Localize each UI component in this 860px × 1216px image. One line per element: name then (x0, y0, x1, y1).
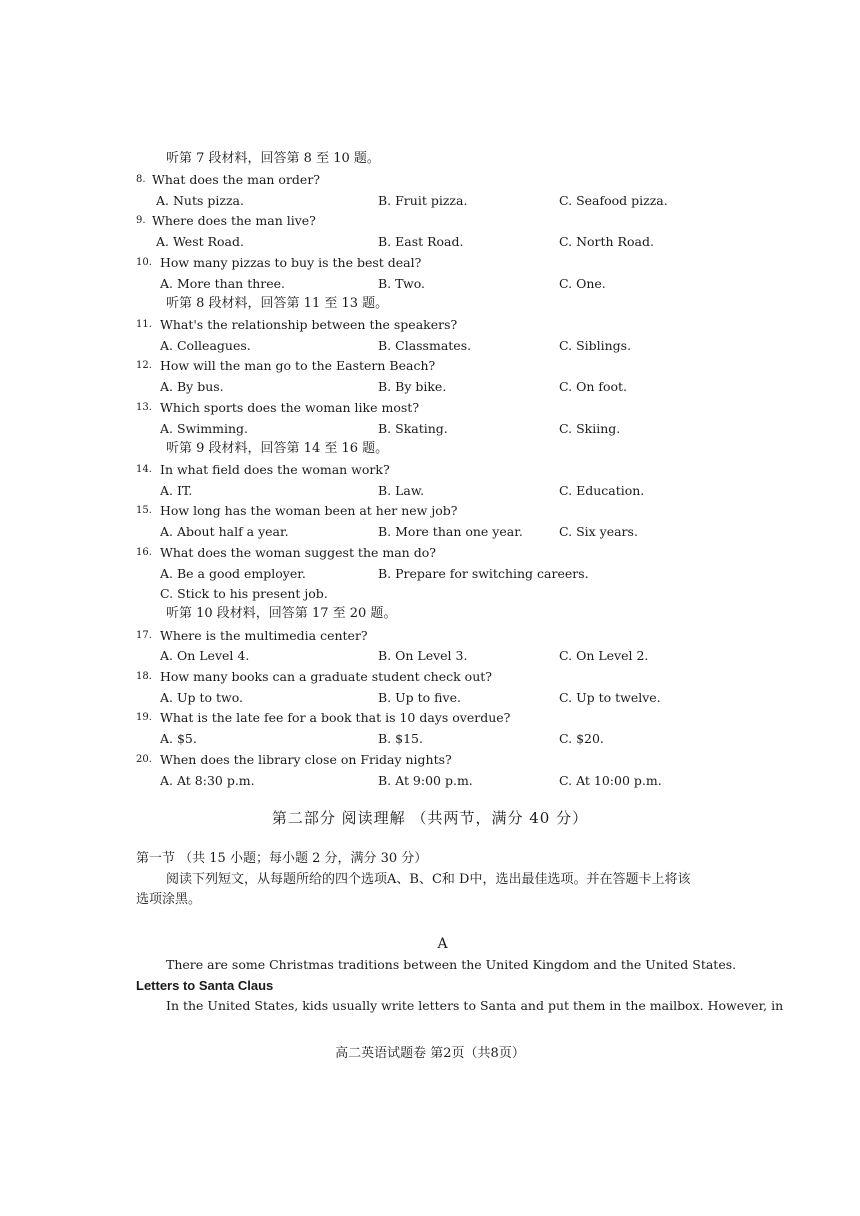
option-b: B. At 9:00 p.m. (378, 773, 473, 788)
option-c: C. Skiing. (559, 421, 621, 436)
question-number: 18. (136, 671, 152, 682)
question-text: What is the late fee for a book that is 10 days overdue? (160, 710, 511, 725)
section-heading: 第一节 （共 15 小题；每小题 2 分，满分 30 分） (136, 851, 428, 866)
option-a: A. About half a year. (160, 524, 289, 539)
passage-body: In the United States, kids usually write letters to Santa and put them in the mailbox. However, in (166, 998, 784, 1013)
option-a: A. Colleagues. (160, 338, 251, 353)
option-c: C. North Road. (559, 234, 654, 249)
option-b: B. Skating. (378, 421, 448, 436)
listening-instruction: 听第 8 段材料，回答第 11 至 13 题。 (166, 296, 389, 311)
question-text: How many books can a graduate student check out? (160, 669, 492, 684)
part-title: 第二部分 阅读理解 （共两节，满分 40 分） (271, 809, 589, 827)
question-text: How many pizzas to buy is the best deal? (160, 255, 422, 270)
option-c: C. Six years. (559, 524, 638, 539)
question-number: 15. (136, 505, 152, 516)
question-number: 9. (136, 215, 146, 226)
option-a: A. Be a good employer. (160, 566, 306, 581)
question-text: When does the library close on Friday nights? (160, 752, 452, 767)
option-a: A. West Road. (156, 234, 244, 249)
option-c: C. One. (559, 276, 606, 291)
option-a: A. On Level 4. (160, 648, 250, 663)
question-number: 10. (136, 257, 152, 268)
question-text: What's the relationship between the speakers? (160, 317, 458, 332)
listening-instruction: 听第 7 段材料，回答第 8 至 10 题。 (166, 151, 380, 166)
option-b: B. By bike. (378, 379, 447, 394)
option-b: B. Two. (378, 276, 426, 291)
option-c: C. Seafood pizza. (559, 193, 668, 208)
question-text: What does the woman suggest the man do? (160, 545, 436, 560)
option-a: A. At 8:30 p.m. (160, 773, 255, 788)
option-b: B. Prepare for switching careers. (378, 566, 589, 581)
option-b: B. $15. (378, 731, 423, 746)
passage-subheading: Letters to Santa Claus (136, 978, 274, 993)
option-c: C. Up to twelve. (559, 690, 661, 705)
question-text: What does the man order? (152, 172, 321, 187)
listening-instruction: 听第 10 段材料，回答第 17 至 20 题。 (166, 606, 397, 621)
passage-letter: A (437, 936, 448, 952)
question-number: 14. (136, 464, 152, 475)
option-c: C. Education. (559, 483, 645, 498)
question-number: 8. (136, 174, 146, 185)
question-text: How will the man go to the Eastern Beach? (160, 358, 436, 373)
option-a: A. Nuts pizza. (156, 193, 244, 208)
listening-instruction: 听第 9 段材料，回答第 14 至 16 题。 (166, 441, 389, 456)
option-a: A. $5. (160, 731, 197, 746)
option-a: A. Swimming. (160, 421, 248, 436)
option-b: B. More than one year. (378, 524, 523, 539)
option-c: C. At 10:00 p.m. (559, 773, 662, 788)
option-c: C. $20. (559, 731, 604, 746)
option-c: C. On Level 2. (559, 648, 649, 663)
question-text: In what field does the woman work? (160, 462, 390, 477)
directions-text: 阅读下列短文，从每题所给的四个选项A、B、C和 D中，选出最佳选项。并在答题卡上将该 (166, 872, 691, 887)
page-footer: 高二英语试题卷 第2页（共8页） (335, 1046, 525, 1061)
question-number: 13. (136, 402, 152, 413)
question-number: 11. (136, 319, 152, 330)
option-a: A. Up to two. (160, 690, 244, 705)
question-text: Which sports does the woman like most? (160, 400, 420, 415)
option-b: B. Up to five. (378, 690, 461, 705)
question-number: 12. (136, 360, 152, 371)
question-text: Where does the man live? (152, 213, 316, 228)
directions-text: 选项涂黑。 (136, 892, 202, 907)
option-a: A. IT. (160, 483, 193, 498)
option-a: A. More than three. (160, 276, 286, 291)
option-b: B. Fruit pizza. (378, 193, 468, 208)
question-number: 16. (136, 547, 152, 558)
option-b: B. East Road. (378, 234, 464, 249)
option-b: B. Law. (378, 483, 425, 498)
question-number: 20. (136, 754, 152, 765)
passage-intro: There are some Christmas traditions between the United Kingdom and the United States. (166, 957, 737, 972)
option-a: A. By bus. (160, 379, 224, 394)
option-c: C. On foot. (559, 379, 628, 394)
option-b: B. On Level 3. (378, 648, 468, 663)
question-number: 19. (136, 712, 152, 723)
option-b: B. Classmates. (378, 338, 472, 353)
question-number: 17. (136, 630, 152, 641)
option-c: C. Siblings. (559, 338, 632, 353)
option-c: C. Stick to his present job. (160, 586, 328, 601)
question-text: Where is the multimedia center? (160, 628, 368, 643)
question-text: How long has the woman been at her new job? (160, 503, 458, 518)
